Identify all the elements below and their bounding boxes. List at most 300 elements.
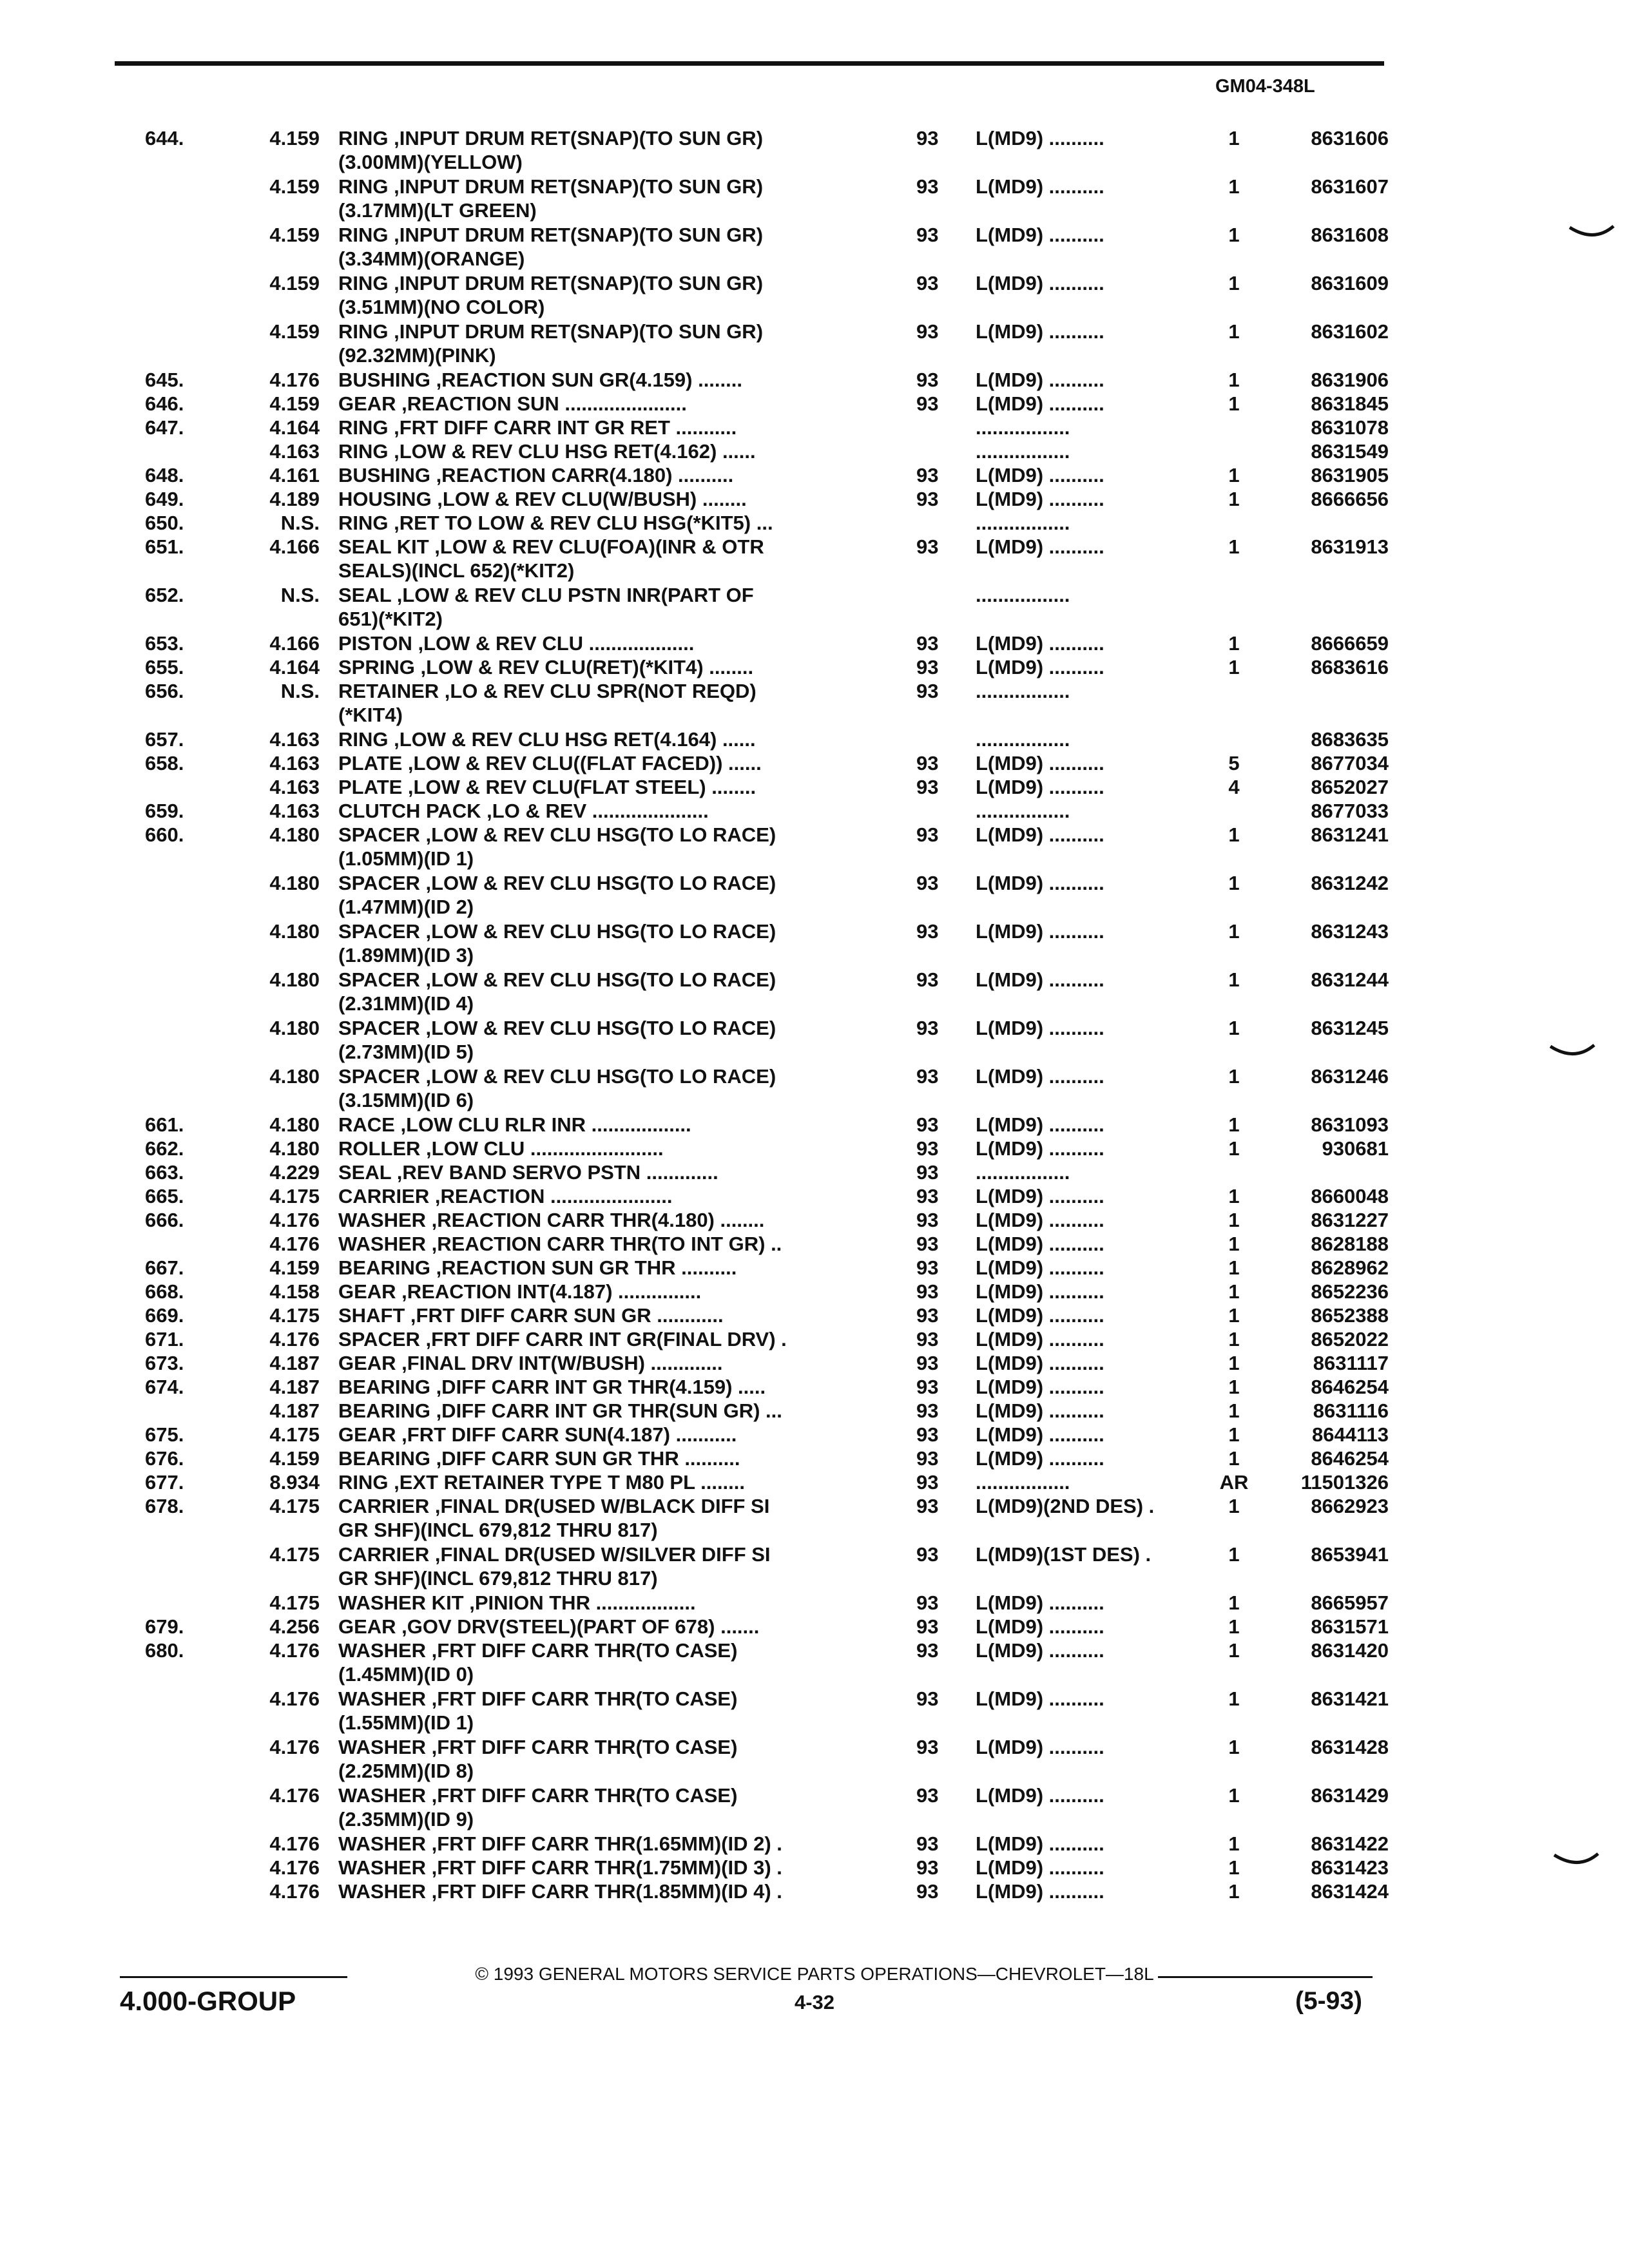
description-line: WASHER ,FRT DIFF CARR THR(1.75MM)(ID 3) . [338, 1856, 782, 1879]
quantity: 1 [1228, 175, 1240, 198]
description-continuation: (2.31MM)(ID 4) [338, 992, 474, 1015]
illustration-section: 4.175 [269, 1423, 320, 1446]
part-description [338, 511, 873, 535]
quantity: 1 [1228, 1423, 1240, 1446]
illustration-section: 4.158 [269, 1280, 320, 1303]
model-code: L(MD9) .......... [976, 872, 1104, 894]
part-description [338, 320, 873, 367]
part-number: 8677034 [1311, 752, 1389, 774]
reference-number: 645. [145, 369, 184, 391]
illustration-section: 4.159 [269, 127, 320, 149]
illustration-section: 4.176 [269, 1209, 320, 1231]
model-year: 93 [916, 1399, 939, 1422]
illustration-section: 4.159 [269, 272, 320, 294]
part-number: 8631906 [1311, 369, 1389, 391]
parts-row [0, 487, 1629, 511]
parts-row [0, 583, 1629, 631]
model-code: L(MD9) .......... [976, 392, 1104, 415]
description-line: WASHER ,FRT DIFF CARR THR(1.85MM)(ID 4) . [338, 1880, 782, 1903]
description-line: PLATE ,LOW & REV CLU(FLAT STEEL) ........ [338, 776, 757, 798]
model-year: 93 [916, 464, 939, 486]
quantity: 1 [1228, 392, 1240, 415]
parts-row [0, 1687, 1629, 1735]
part-number: 8631602 [1311, 320, 1389, 343]
reference-number: 644. [145, 127, 184, 149]
description-line: RING ,FRT DIFF CARR INT GR RET ........... [338, 416, 737, 439]
quantity: 1 [1228, 1880, 1240, 1903]
model-code: L(MD9) .......... [976, 632, 1104, 655]
reference-number: 678. [145, 1495, 184, 1517]
parts-row [0, 1375, 1629, 1399]
illustration-section: 4.176 [269, 1736, 320, 1758]
model-year: 93 [916, 1591, 939, 1614]
part-description [338, 1303, 873, 1327]
quantity: 1 [1228, 632, 1240, 655]
page-number: 4-32 [794, 1991, 835, 2013]
model-code: L(MD9) .......... [976, 224, 1104, 246]
reference-number: 653. [145, 632, 184, 655]
part-number: 8631905 [1311, 464, 1389, 486]
part-number: 8631428 [1311, 1736, 1389, 1758]
parts-row [0, 1327, 1629, 1351]
model-code: L(MD9) .......... [976, 1736, 1104, 1758]
model-year: 93 [916, 1280, 939, 1303]
model-year: 93 [916, 127, 939, 149]
parts-row [0, 416, 1629, 439]
part-number: 8652236 [1311, 1280, 1389, 1303]
model-code: L(MD9) .......... [976, 776, 1104, 798]
part-description [338, 799, 873, 823]
part-number: 8631246 [1311, 1065, 1389, 1088]
illustration-section: 4.176 [269, 1328, 320, 1350]
quantity: 1 [1228, 1137, 1240, 1160]
quantity: 1 [1228, 488, 1240, 510]
part-description [338, 1423, 873, 1446]
parts-row [0, 463, 1629, 487]
description-line: SHAFT ,FRT DIFF CARR SUN GR ............ [338, 1304, 724, 1327]
model-year: 93 [916, 656, 939, 678]
parts-row [0, 1064, 1629, 1113]
model-year: 93 [916, 369, 939, 391]
part-description [338, 1639, 873, 1686]
model-year: 93 [916, 1161, 939, 1184]
description-line: RING ,LOW & REV CLU HSG RET(4.162) ...... [338, 440, 756, 463]
reference-number: 650. [145, 512, 184, 534]
model-year: 93 [916, 535, 939, 558]
description-line: WASHER ,FRT DIFF CARR THR(TO CASE) [338, 1736, 738, 1758]
description-line: SEAL ,LOW & REV CLU PSTN INR(PART OF [338, 584, 754, 606]
model-code: ................. [976, 1471, 1070, 1494]
part-description [338, 823, 873, 870]
part-description [338, 1351, 873, 1375]
part-description [338, 1470, 873, 1494]
illustration-section: 4.159 [269, 175, 320, 198]
parts-row [0, 1280, 1629, 1303]
quantity: 1 [1228, 872, 1240, 894]
model-year: 93 [916, 272, 939, 294]
illustration-section: 4.163 [269, 752, 320, 774]
description-line: RING ,INPUT DRUM RET(SNAP)(TO SUN GR) [338, 272, 764, 294]
part-description [338, 223, 873, 271]
description-continuation: SEALS)(INCL 652)(*KIT2) [338, 559, 575, 582]
illustration-section: 4.176 [269, 369, 320, 391]
reference-number: 658. [145, 752, 184, 774]
part-description [338, 1687, 873, 1735]
copyright-line: © 1993 GENERAL MOTORS SERVICE PARTS OPERATIONS—CHEVROLET—18L [475, 1964, 1154, 1984]
parts-row [0, 1542, 1629, 1591]
model-code: L(MD9) .......... [976, 175, 1104, 198]
illustration-section: 8.934 [269, 1471, 320, 1494]
description-line: GEAR ,GOV DRV(STEEL)(PART OF 678) ....... [338, 1615, 760, 1638]
part-number: 8662923 [1311, 1495, 1389, 1517]
description-line: SPACER ,FRT DIFF CARR INT GR(FINAL DRV) . [338, 1328, 787, 1350]
parts-row [0, 1351, 1629, 1375]
part-description [338, 439, 873, 463]
parts-row [0, 1208, 1629, 1232]
description-line: GEAR ,REACTION SUN ...................... [338, 392, 687, 415]
quantity: 1 [1228, 1280, 1240, 1303]
parts-row [0, 368, 1629, 392]
model-code: L(MD9) .......... [976, 1280, 1104, 1303]
part-description [338, 126, 873, 174]
description-line: SPACER ,LOW & REV CLU HSG(TO LO RACE) [338, 1017, 776, 1039]
illustration-section: 4.176 [269, 1880, 320, 1903]
illustration-section: 4.176 [269, 1832, 320, 1855]
reference-number: 666. [145, 1209, 184, 1231]
model-code: L(MD9) .......... [976, 1687, 1104, 1710]
quantity: 1 [1228, 1639, 1240, 1662]
model-code: L(MD9) .......... [976, 1832, 1104, 1855]
model-code: L(MD9) .......... [976, 1256, 1104, 1279]
part-description [338, 775, 873, 799]
part-description [338, 416, 873, 439]
part-description [338, 1280, 873, 1303]
model-code: ................. [976, 728, 1070, 751]
illustration-section: 4.256 [269, 1615, 320, 1638]
quantity: 4 [1228, 776, 1240, 798]
description-line: SPACER ,LOW & REV CLU HSG(TO LO RACE) [338, 1065, 776, 1088]
parts-row [0, 1303, 1629, 1327]
part-number: 8652388 [1311, 1304, 1389, 1327]
description-continuation: GR SHF)(INCL 679,812 THRU 817) [338, 1567, 658, 1590]
part-description [338, 1542, 873, 1590]
description-line: GEAR ,REACTION INT(4.187) ............... [338, 1280, 702, 1303]
model-year: 93 [916, 1832, 939, 1855]
reference-number: 646. [145, 392, 184, 415]
reference-number: 671. [145, 1328, 184, 1350]
quantity: 1 [1228, 1856, 1240, 1879]
description-line: RING ,EXT RETAINER TYPE T M80 PL ........ [338, 1471, 746, 1494]
part-number: 8652027 [1311, 776, 1389, 798]
part-number: 8631423 [1311, 1856, 1389, 1879]
description-line: SPACER ,LOW & REV CLU HSG(TO LO RACE) [338, 920, 776, 943]
margin-tick-mark [1553, 1851, 1599, 1867]
illustration-section: 4.166 [269, 632, 320, 655]
description-continuation: (3.34MM)(ORANGE) [338, 247, 525, 270]
illustration-section: 4.175 [269, 1185, 320, 1207]
part-description [338, 968, 873, 1015]
parts-row [0, 1256, 1629, 1280]
illustration-section: 4.180 [269, 872, 320, 894]
part-number: 8631422 [1311, 1832, 1389, 1855]
part-number: 8631241 [1311, 823, 1389, 846]
model-year: 93 [916, 1352, 939, 1374]
part-number: 8644113 [1312, 1423, 1389, 1446]
model-year: 93 [916, 1328, 939, 1350]
part-description [338, 1375, 873, 1399]
model-code: L(MD9) .......... [976, 1209, 1104, 1231]
reference-number: 669. [145, 1304, 184, 1327]
model-year: 93 [916, 1137, 939, 1160]
reference-number: 677. [145, 1471, 184, 1494]
description-continuation: (1.55MM)(ID 1) [338, 1711, 474, 1734]
illustration-section: 4.187 [269, 1376, 320, 1398]
description-line: GEAR ,FINAL DRV INT(W/BUSH) ............. [338, 1352, 723, 1374]
group-label: 4.000-GROUP [120, 1986, 296, 2016]
illustration-section: 4.229 [269, 1161, 320, 1184]
quantity: 1 [1228, 1017, 1240, 1039]
quantity: AR [1219, 1471, 1249, 1494]
part-number: 8631420 [1311, 1639, 1389, 1662]
description-line: BEARING ,DIFF CARR SUN GR THR .......... [338, 1447, 740, 1470]
description-line: RING ,INPUT DRUM RET(SNAP)(TO SUN GR) [338, 224, 764, 246]
reference-number: 673. [145, 1352, 184, 1374]
parts-row [0, 1591, 1629, 1615]
description-line: SPACER ,LOW & REV CLU HSG(TO LO RACE) [338, 968, 776, 991]
quantity: 1 [1228, 1399, 1240, 1422]
quantity: 1 [1228, 823, 1240, 846]
part-description [338, 727, 873, 751]
part-description [338, 1256, 873, 1280]
reference-number: 648. [145, 464, 184, 486]
illustration-section: 4.175 [269, 1591, 320, 1614]
model-code: ................. [976, 440, 1070, 463]
part-description [338, 175, 873, 222]
quantity: 1 [1228, 1495, 1240, 1517]
margin-tick-mark [1568, 224, 1615, 239]
parts-row [0, 320, 1629, 368]
parts-row [0, 775, 1629, 799]
parts-row [0, 1494, 1629, 1542]
part-number: 8631913 [1311, 535, 1389, 558]
model-year: 93 [916, 1784, 939, 1807]
description-continuation: (3.51MM)(NO COLOR) [338, 296, 545, 318]
parts-row [0, 1832, 1629, 1856]
model-code: L(MD9) .......... [976, 1423, 1104, 1446]
model-year: 93 [916, 1856, 939, 1879]
parts-row [0, 799, 1629, 823]
part-description [338, 1184, 873, 1208]
parts-row [0, 1137, 1629, 1160]
model-year: 93 [916, 1615, 939, 1638]
part-description [338, 463, 873, 487]
part-number: 930681 [1322, 1137, 1389, 1160]
part-number: 8653941 [1311, 1543, 1389, 1566]
reference-number: 652. [145, 584, 184, 606]
description-continuation: (2.35MM)(ID 9) [338, 1808, 474, 1831]
illustration-section: 4.175 [269, 1304, 320, 1327]
illustration-section: 4.175 [269, 1543, 320, 1566]
reference-number: 663. [145, 1161, 184, 1184]
part-number: 8631245 [1311, 1017, 1389, 1039]
illustration-section: N.S. [280, 512, 320, 534]
illustration-section: 4.176 [269, 1856, 320, 1879]
model-code: L(MD9) .......... [976, 752, 1104, 774]
part-number: 8646254 [1311, 1376, 1389, 1398]
illustration-section: 4.159 [269, 1256, 320, 1279]
part-number: 8631227 [1311, 1209, 1389, 1231]
description-line: GEAR ,FRT DIFF CARR SUN(4.187) ........... [338, 1423, 737, 1446]
reference-number: 657. [145, 728, 184, 751]
description-continuation: (1.45MM)(ID 0) [338, 1663, 474, 1686]
description-continuation: (3.00MM)(YELLOW) [338, 151, 523, 173]
parts-row [0, 919, 1629, 968]
parts-row [0, 271, 1629, 320]
part-description [338, 535, 873, 582]
model-code: L(MD9) .......... [976, 127, 1104, 149]
description-line: BUSHING ,REACTION CARR(4.180) .......... [338, 464, 734, 486]
quantity: 1 [1228, 1591, 1240, 1614]
description-line: BEARING ,DIFF CARR INT GR THR(SUN GR) ... [338, 1399, 782, 1422]
reference-number: 676. [145, 1447, 184, 1470]
illustration-section: 4.166 [269, 535, 320, 558]
illustration-section: 4.175 [269, 1495, 320, 1517]
parts-row [0, 392, 1629, 416]
description-line: WASHER ,REACTION CARR THR(4.180) ........ [338, 1209, 765, 1231]
parts-row [0, 679, 1629, 727]
model-code: ................. [976, 680, 1070, 702]
parts-row [0, 1615, 1629, 1639]
illustration-section: 4.180 [269, 968, 320, 991]
description-continuation: 651)(*KIT2) [338, 608, 443, 630]
part-description [338, 1494, 873, 1542]
model-year: 93 [916, 920, 939, 943]
part-number: 8666656 [1311, 488, 1389, 510]
quantity: 1 [1228, 1185, 1240, 1207]
model-code: L(MD9) .......... [976, 1784, 1104, 1807]
part-description [338, 368, 873, 392]
description-line: PLATE ,LOW & REV CLU((FLAT FACED)) ...... [338, 752, 762, 774]
model-year: 93 [916, 320, 939, 343]
model-code: L(MD9) .......... [976, 464, 1104, 486]
part-description [338, 1064, 873, 1112]
part-description [338, 919, 873, 967]
parts-row [0, 871, 1629, 919]
illustration-section: 4.164 [269, 416, 320, 439]
model-year: 93 [916, 1687, 939, 1710]
reference-number: 680. [145, 1639, 184, 1662]
part-description [338, 655, 873, 679]
quantity: 1 [1228, 1615, 1240, 1638]
illustration-section: 4.176 [269, 1784, 320, 1807]
reference-number: 651. [145, 535, 184, 558]
reference-number: 655. [145, 656, 184, 678]
parts-row [0, 1399, 1629, 1423]
quantity: 1 [1228, 224, 1240, 246]
description-line: RETAINER ,LO & REV CLU SPR(NOT REQD) [338, 680, 757, 702]
part-number: 8631078 [1311, 416, 1389, 439]
model-year: 93 [916, 1880, 939, 1903]
description-continuation: (92.32MM)(PINK) [338, 344, 496, 367]
reference-number: 675. [145, 1423, 184, 1446]
quantity: 1 [1228, 272, 1240, 294]
part-number: 8631421 [1311, 1687, 1389, 1710]
quantity: 1 [1228, 320, 1240, 343]
description-line: RING ,LOW & REV CLU HSG RET(4.164) ...... [338, 728, 756, 751]
part-number: 8677033 [1311, 800, 1389, 822]
model-year: 93 [916, 1065, 939, 1088]
parts-row [0, 1856, 1629, 1879]
model-year: 93 [916, 680, 939, 702]
parts-row [0, 175, 1629, 223]
model-year: 93 [916, 1447, 939, 1470]
illustration-section: 4.180 [269, 1113, 320, 1136]
reference-number: 661. [145, 1113, 184, 1136]
description-continuation: (3.15MM)(ID 6) [338, 1089, 474, 1111]
model-code: L(MD9) .......... [976, 1399, 1104, 1422]
model-code: L(MD9) .......... [976, 1137, 1104, 1160]
illustration-section: 4.163 [269, 440, 320, 463]
illustration-section: 4.176 [269, 1639, 320, 1662]
part-number: 8631117 [1313, 1352, 1389, 1374]
part-description [338, 679, 873, 727]
part-number: 8631606 [1311, 127, 1389, 149]
model-year: 93 [916, 224, 939, 246]
parts-row [0, 1446, 1629, 1470]
part-number: 8631244 [1311, 968, 1389, 991]
parts-row [0, 1879, 1629, 1903]
part-description [338, 1783, 873, 1831]
model-code: L(MD9) .......... [976, 656, 1104, 678]
part-description [338, 1615, 873, 1639]
part-number: 8631116 [1313, 1399, 1389, 1422]
quantity: 1 [1228, 1304, 1240, 1327]
model-code: L(MD9) .......... [976, 1065, 1104, 1088]
quantity: 1 [1228, 1328, 1240, 1350]
illustration-section: N.S. [280, 584, 320, 606]
part-description [338, 1016, 873, 1064]
parts-row [0, 1639, 1629, 1687]
part-description [338, 1327, 873, 1351]
parts-row [0, 727, 1629, 751]
model-code: L(MD9) .......... [976, 823, 1104, 846]
parts-row [0, 439, 1629, 463]
description-line: CARRIER ,FINAL DR(USED W/SILVER DIFF SI [338, 1543, 771, 1566]
parts-row [0, 1735, 1629, 1783]
model-code: ................. [976, 512, 1070, 534]
model-code: L(MD9) .......... [976, 535, 1104, 558]
model-year: 93 [916, 1113, 939, 1136]
model-code: L(MD9) .......... [976, 1304, 1104, 1327]
description-line: SEAL ,REV BAND SERVO PSTN ............. [338, 1161, 718, 1184]
illustration-section: N.S. [280, 680, 320, 702]
parts-row [0, 126, 1629, 175]
description-continuation: (1.47MM)(ID 2) [338, 896, 474, 918]
illustration-section: 4.180 [269, 823, 320, 846]
model-code: L(MD9) .......... [976, 1185, 1104, 1207]
model-code: L(MD9) .......... [976, 1856, 1104, 1879]
parts-row [0, 511, 1629, 535]
reference-number: 662. [145, 1137, 184, 1160]
reference-number: 667. [145, 1256, 184, 1279]
model-code: L(MD9)(2ND DES) . [976, 1495, 1155, 1517]
model-code: L(MD9) .......... [976, 968, 1104, 991]
part-number: 8646254 [1311, 1447, 1389, 1470]
part-description [338, 1832, 873, 1856]
illustration-section: 4.161 [269, 464, 320, 486]
reference-number: 649. [145, 488, 184, 510]
model-year: 93 [916, 1017, 939, 1039]
